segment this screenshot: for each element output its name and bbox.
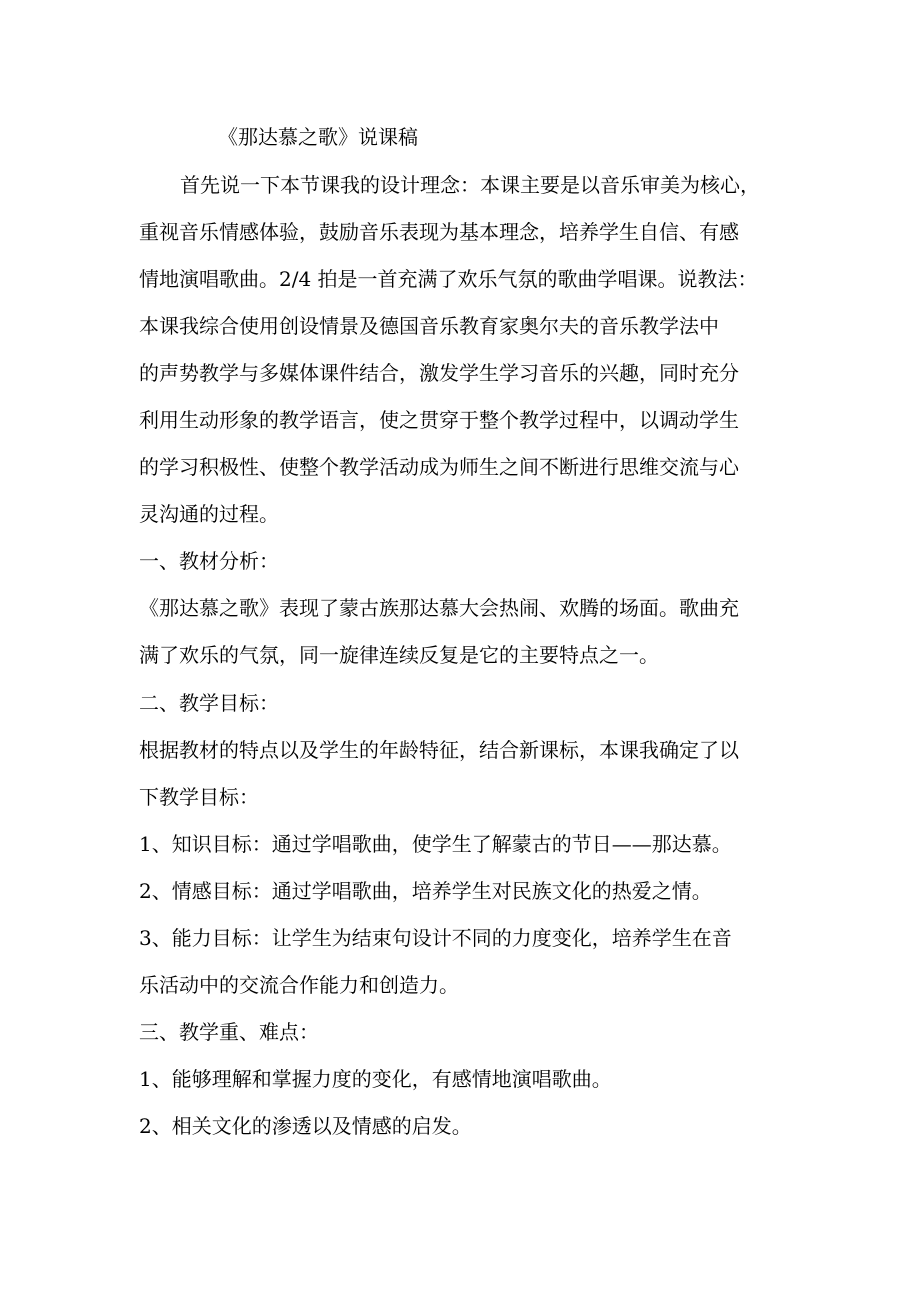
paragraph-line: 满了欢乐的气氛，同一旋律连续反复是它的主要特点之一。 [139,643,659,667]
intro-line: 灵沟通的过程。 [139,502,279,526]
section-heading: 一、教材分析： [139,549,279,573]
goal-item-continued: 乐活动中的交流合作能力和创造力。 [139,973,459,997]
intro-line: 的学习积极性、使整个教学活动成为师生之间不断进行思维交流与心 [139,455,739,479]
paragraph-line: 根据教材的特点以及学生的年龄特征，结合新课标，本课我确定了以 [139,738,739,762]
intro-line: 情地演唱歌曲。2/4 拍是一首充满了欢乐气氛的歌曲学唱课。说教法： [139,267,758,291]
intro-line: 本课我综合使用创设情景及德国音乐教育家奥尔夫的音乐教学法中 [139,314,719,338]
document-title: 《那达慕之歌》说课稿 [218,125,418,149]
paragraph-line: 下教学目标： [139,785,259,809]
key-point: 1、能够理解和掌握力度的变化，有感情地演唱歌曲。 [139,1067,612,1091]
section-heading: 二、教学目标： [139,691,279,715]
section-heading: 三、教学重、难点： [139,1020,319,1044]
paragraph-line: 《那达慕之歌》表现了蒙古族那达慕大会热闹、欢腾的场面。歌曲充 [139,596,739,620]
intro-line: 重视音乐情感体验，鼓励音乐表现为基本理念，培养学生自信、有感 [139,220,739,244]
intro-line: 首先说一下本节课我的设计理念：本课主要是以音乐审美为核心， [180,173,760,197]
goal-item: 2、情感目标：通过学唱歌曲，培养学生对民族文化的热爱之情。 [139,879,712,903]
goal-item: 3、能力目标：让学生为结束句设计不同的力度变化，培养学生在音 [139,926,732,950]
intro-line: 利用生动形象的教学语言，使之贯穿于整个教学过程中，以调动学生 [139,408,739,432]
key-point: 2、相关文化的渗透以及情感的启发。 [139,1114,472,1138]
goal-item: 1、知识目标：通过学唱歌曲，使学生了解蒙古的节日——那达慕。 [139,832,732,856]
intro-line: 的声势教学与多媒体课件结合，激发学生学习音乐的兴趣，同时充分 [139,361,739,385]
